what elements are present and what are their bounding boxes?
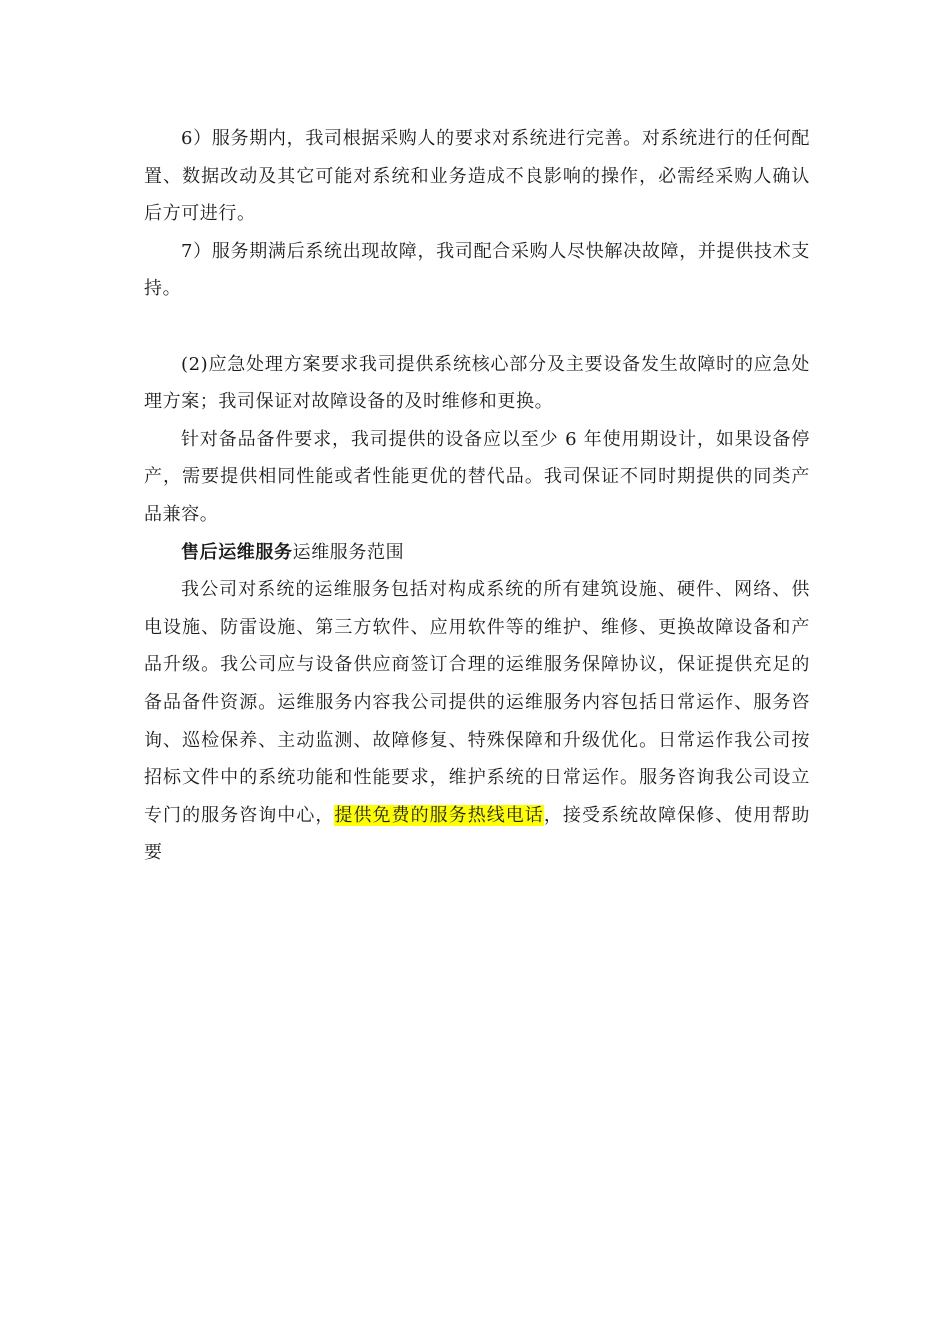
paragraph-item-7: 7）服务期满后系统出现故障，我司配合采购人尽快解决故障，并提供技术支持。 xyxy=(144,240,810,300)
paragraph-emergency-plan: (2)应急处理方案要求我司提供系统核心部分及主要设备发生故障时的应急处理方案；我司保证对故障设备的及时维修和更换。 xyxy=(144,353,810,413)
document-body xyxy=(144,120,810,872)
paragraph-item-6: 6）服务期内，我司根据采购人的要求对系统进行完善。对系统进行的任何配置、数据改动及其它可能对系统和业务造成不良影响的操作，必需经采购人确认后方可进行。 xyxy=(144,128,810,225)
section-heading-after-sales xyxy=(144,534,810,572)
paragraph-ops-service xyxy=(144,571,810,872)
highlighted-hotline-text: 提供免费的服务热线电话 xyxy=(334,804,544,826)
paragraph-spare-parts: 针对备品备件要求，我司提供的设备应以至少 6 年使用期设计，如果设备停产，需要提供相同性能或者性能更优的替代品。我司保证不同时期提供的同类产品兼容。 xyxy=(144,428,810,525)
after-sales-subheading: 运维服务范围 xyxy=(292,541,405,563)
paragraph-spacer xyxy=(144,308,810,346)
ops-text-before: 我公司对系统的运维服务包括对构成系统的所有建筑设施、硬件、网络、供电设施、防雷设施、第三方软件、应用软件等的维护、维修、更换故障设备和产品升级。我公司应与设备供应商签订合理的运维服务保障协议，保证提供充足的备品备件资源。运维服务内容我公司提供的运维服务内容包括日常运作、服务咨询、巡检保养、主动监测、故障修复、特殊保障和升级优化。日常运作我公司按招标文件中的系统功能和性能要求，维护系统的日常运作。服务咨询我公司设立专门的服务咨询中心， xyxy=(144,579,810,826)
after-sales-heading: 售后运维服务 xyxy=(181,541,293,563)
ops-text-after: ，接受系统故障保修、使用帮助要 xyxy=(144,804,810,864)
